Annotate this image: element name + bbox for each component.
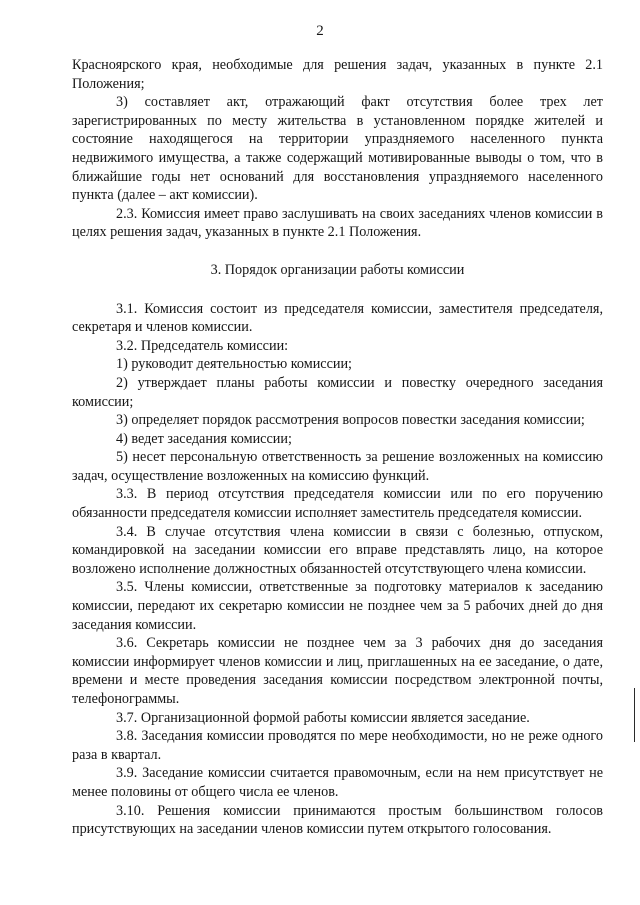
paragraph-3-5: 3.5. Члены комиссии, ответственные за подготовку материалов к заседанию комиссии, передают их секретарю комиссии не позднее чем за 5 рабочих дней до дня заседания комиссии. (72, 579, 603, 633)
paragraph-3-10: 3.10. Решения комиссии принимаются простым большинством голосов присутствующих на заседании членов комиссии путем открытого голосования. (72, 802, 603, 838)
document-body (72, 56, 603, 839)
paragraph-3-7: 3.7. Организационной формой работы комиссии является заседание. (116, 709, 530, 726)
paragraph-2-3: 2.3. Комиссия имеет право заслушивать на своих заседаниях членов комиссии в целях решения задач, указанных в пункте 2.1 Положения. (72, 205, 603, 241)
paragraph-3-4: 3.4. В случае отсутствия члена комиссии в связи с болезнью, отпуском, командировкой на заседании комиссии его вправе представлять лицо, на которое возложено исполнение должностных обязанностей отсутствующего члена комиссии. (72, 523, 603, 577)
paragraph-3-9: 3.9. Заседание комиссии считается правомочным, если на нем присутствует не менее половины от общего числа ее членов. (72, 765, 603, 800)
paragraph-3-2-5: 5) несет персональную ответственность за решение возложенных на комиссию задач, осуществление возложенных на комиссию функций. (72, 449, 603, 484)
paragraph-3-6: 3.6. Секретарь комиссии не позднее чем за 3 рабочих дня до заседания комиссии информирует членов комиссии и лиц, приглашенных на ее заседание, о дате, времени и месте проведения заседания комиссии посредством электронной почты, телефонограммы. (72, 635, 603, 707)
paragraph-3-2: 3.2. Председатель комиссии: (116, 337, 289, 354)
page-number: 2 (316, 23, 324, 39)
paragraph-continuation: Красноярского края, необходимые для решения задач, указанных в пункте 2.1 Положения; (72, 57, 603, 92)
section-heading: 3. Порядок организации работы комиссии (210, 261, 465, 278)
paragraph-3-2-4: 4) ведет заседания комиссии; (116, 430, 292, 447)
paragraph-3-3: 3.3. В период отсутствия председателя комиссии или по его поручению обязанности председателя комиссии исполняет заместитель председателя комиссии. (72, 486, 603, 522)
scan-margin-mark (634, 688, 635, 742)
paragraph-3-8: 3.8. Заседания комиссии проводятся по мере необходимости, но не реже одного раза в квартал. (72, 728, 603, 763)
paragraph-item-3: 3) составляет акт, отражающий факт отсутствия более трех лет зарегистрированных по месту жительства в установленном порядке жителей и состояние находящегося на территории упраздняемого населенного пункта недвижимого имущества, а также содержащий мотивированные выводы о том, что в ближайшие годы нет оснований для восстановления упраздняемого населенного пункта (далее – акт комиссии). (72, 94, 603, 204)
paragraph-3-2-1: 1) руководит деятельностью комиссии; (116, 356, 353, 373)
paragraph-3-1: 3.1. Комиссия состоит из председателя комиссии, заместителя председателя, секретаря и членов комиссии. (72, 300, 603, 336)
paragraph-3-2-3: 3) определяет порядок рассмотрения вопросов повестки заседания комиссии; (116, 412, 585, 429)
paragraph-3-2-2: 2) утверждает планы работы комиссии и повестку очередного заседания комиссии; (72, 374, 603, 410)
